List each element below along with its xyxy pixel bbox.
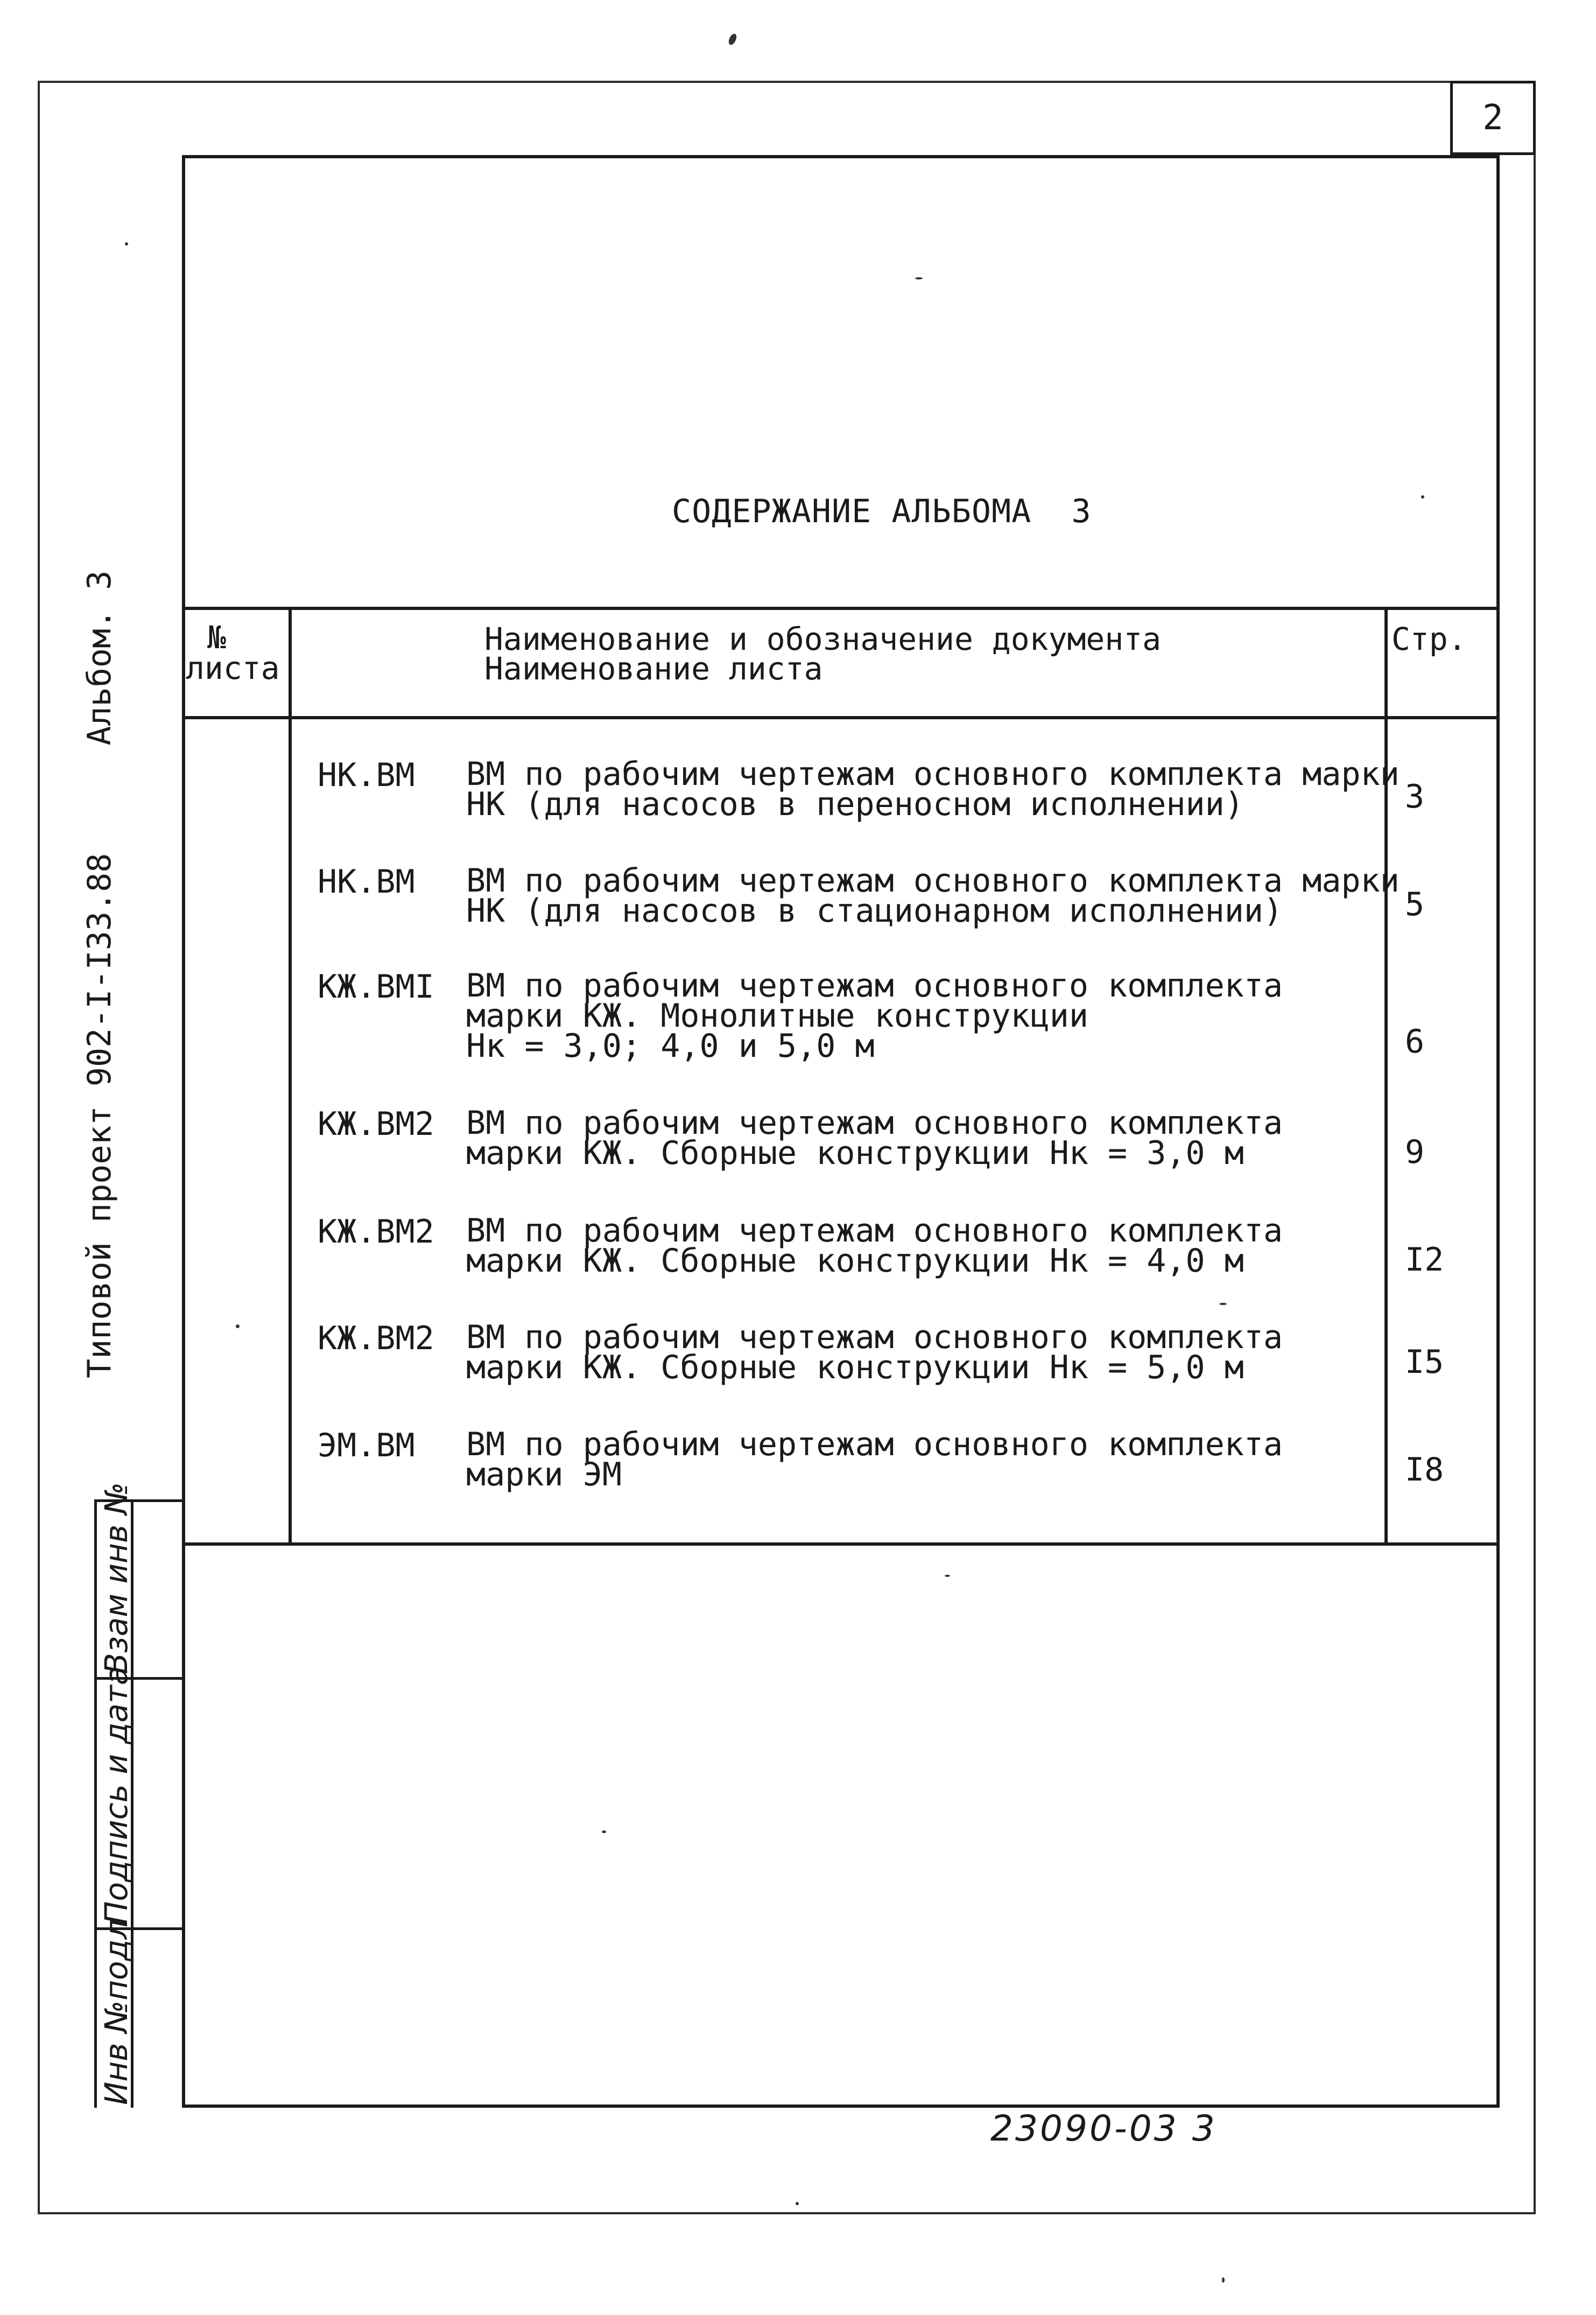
stamp-inv-podl: Инв №подл [98, 1919, 135, 2105]
row-2-line-1: ВМ по рабочим чертежам основного комплекта марки [466, 862, 1400, 900]
row-5-page: I2 [1405, 1241, 1444, 1279]
scan-speck [1421, 495, 1424, 499]
row-2-line-2: НК (для насосов в стационарном исполнении) [466, 892, 1283, 930]
row-5-code: КЖ.ВМ2 [318, 1213, 434, 1251]
row-6-page: I5 [1405, 1343, 1444, 1381]
col-divider-1 [289, 607, 292, 1546]
row-1-line-1: ВМ по рабочим чертежам основного комплекта марки [466, 755, 1400, 793]
header-sheet-no: листа [186, 650, 280, 686]
header-document-name: Наименование и обозначение документа [484, 621, 1162, 657]
row-5-line-2: марки КЖ. Сборные конструкции Нк = 4,0 м [466, 1242, 1244, 1280]
stamp-podpis-data: Подпись и дата [98, 1666, 135, 1925]
scan-speck [1219, 1303, 1227, 1305]
page-title: СОДЕРЖАНИЕ АЛЬБОМА 3 [672, 493, 1092, 530]
page-number: 2 [1482, 98, 1503, 138]
side-caption [81, 517, 118, 1378]
header-sheet-name: Наименование листа [484, 650, 823, 687]
row-7-code: ЭМ.ВМ [318, 1427, 415, 1464]
stamp-left-border [94, 1499, 97, 2108]
scan-speck [125, 242, 128, 245]
row-1-page: 3 [1405, 778, 1425, 816]
scan-speck [727, 32, 738, 46]
table-header-line [182, 716, 1500, 719]
row-4-code: КЖ.ВМ2 [318, 1105, 434, 1143]
row-3-page: 6 [1405, 1023, 1425, 1061]
scan-speck [796, 2202, 799, 2205]
row-7-line-1: ВМ по рабочим чертежам основного комплекта [466, 1426, 1283, 1463]
project-designation: Типовой проект 902-I-I33.88 [81, 853, 118, 1378]
page-number-box [1450, 81, 1536, 155]
scan-speck [945, 1575, 950, 1577]
row-6-code: КЖ.ВМ2 [318, 1320, 434, 1357]
row-6-line-2: марки КЖ. Сборные конструкции Нк = 5,0 м [466, 1349, 1244, 1386]
row-3-line-2: марки КЖ. Монолитные конструкции [466, 997, 1088, 1035]
row-5-line-1: ВМ по рабочим чертежам основного комплекта [466, 1212, 1283, 1250]
row-2-code: НК.ВМ [318, 863, 415, 901]
stamp-vzam-inv: Взам инв № [98, 1482, 135, 1674]
table-top-line [182, 607, 1500, 610]
row-4-line-1: ВМ по рабочим чертежам основного комплекта [466, 1104, 1283, 1142]
header-page: Стр. [1391, 621, 1467, 657]
document-number: 23090-03 3 [990, 2108, 1217, 2149]
row-2-page: 5 [1405, 886, 1425, 923]
row-1-line-2: НК (для насосов в переносном исполнении) [466, 785, 1244, 823]
row-7-page: I8 [1405, 1451, 1444, 1489]
row-3-line-3: Нк = 3,0; 4,0 и 5,0 м [466, 1027, 875, 1065]
scan-speck [236, 1324, 240, 1328]
row-3-code: КЖ.ВМI [318, 968, 434, 1006]
scan-speck [602, 1830, 606, 1833]
col-divider-2 [1384, 607, 1388, 1546]
scan-speck [915, 277, 923, 279]
header-sheet-no-symbol: № [207, 619, 226, 656]
album-label: Альбом. 3 [81, 570, 118, 746]
row-4-page: 9 [1405, 1133, 1425, 1171]
row-3-line-1: ВМ по рабочим чертежам основного комплекта [466, 967, 1283, 1005]
scan-speck [1222, 2277, 1225, 2283]
row-4-line-2: марки КЖ. Сборные конструкции Нк = 3,0 м [466, 1134, 1244, 1172]
row-1-code: НК.ВМ [318, 756, 415, 794]
row-6-line-1: ВМ по рабочим чертежам основного комплекта [466, 1318, 1283, 1356]
row-7-line-2: марки ЭМ [466, 1456, 622, 1493]
table-bottom-line [182, 1542, 1500, 1546]
